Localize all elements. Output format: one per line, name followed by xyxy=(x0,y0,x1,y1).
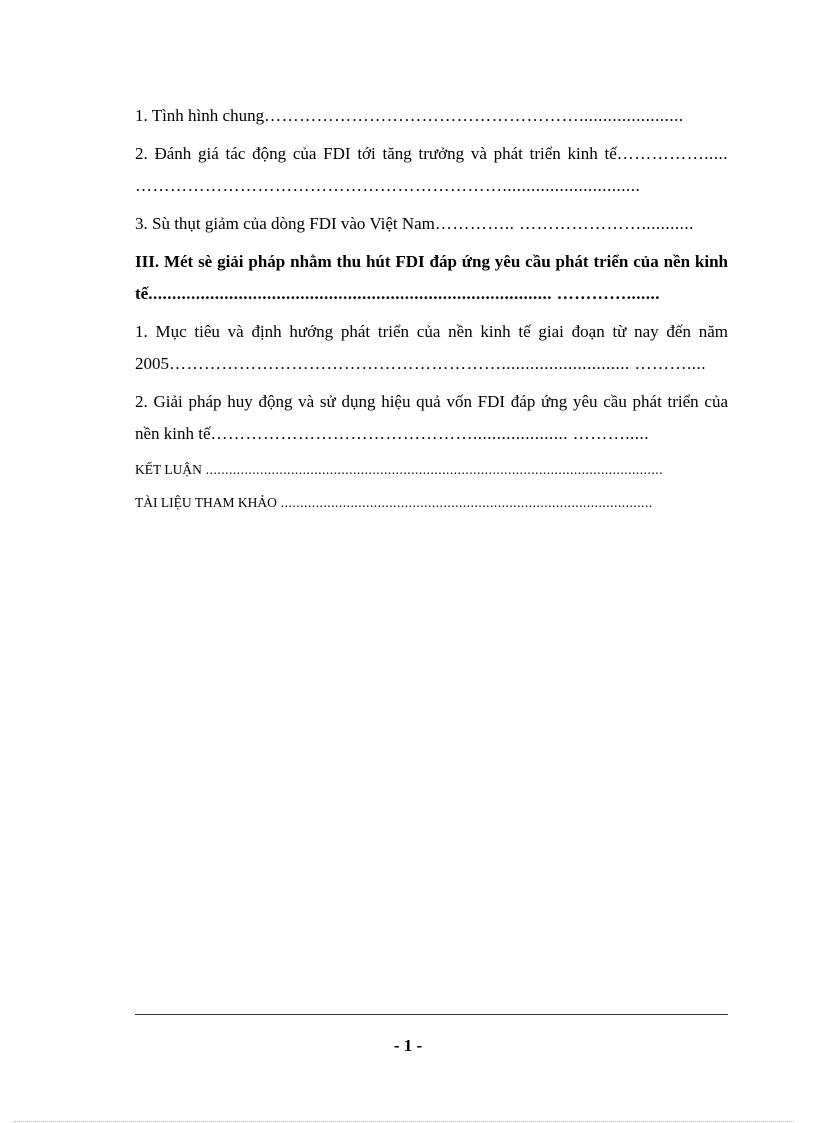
toc-entry-general-situation[interactable] xyxy=(135,100,728,132)
toc-section-iii-solutions[interactable] xyxy=(135,246,728,310)
toc-entry-label: 2. Đánh giá tác động của FDI tới tăng trưởng và phát triển kinh tế xyxy=(135,144,617,163)
toc-entry-label: 2. Giải pháp huy động và sử dụng hiệu quả vốn FDI đáp ứng yêu cầu phát triển của nền kinh tế xyxy=(135,392,728,443)
toc-leader-dots: ……………………………………….................... ………..... xyxy=(210,424,650,443)
page-boundary-dotted-line xyxy=(14,1121,794,1122)
toc-leader-dots: ...................................................................................................................... xyxy=(201,462,663,477)
toc-entry-mobilization-solutions[interactable] xyxy=(135,386,728,450)
toc-leader-dots: ………….. …………………........... xyxy=(434,214,694,233)
toc-entry-fdi-impact-assessment[interactable] xyxy=(135,138,728,202)
toc-entry-label: 1. Mục tiêu và định hướng phát triển của nền kinh tế giai đoạn từ nay đến năm 2005 xyxy=(135,322,728,373)
toc-leader-dots: ................................................................................................ xyxy=(276,495,653,510)
toc-entry-label: KẾT LUẬN xyxy=(135,462,202,477)
toc-entry-goals-and-orientation[interactable] xyxy=(135,316,728,380)
toc-entry-label: 3. Sù thụt giảm của dòng FDI vào Việt Nam xyxy=(135,214,435,233)
toc-entry-fdi-decline[interactable] xyxy=(135,208,728,240)
toc-entry-conclusion[interactable] xyxy=(135,456,728,484)
toc-entry-label: TÀI LIỆU THAM KHẢO xyxy=(135,495,277,510)
toc-entry-label: 1. Tình hình chung xyxy=(135,106,265,125)
toc-entry-references[interactable] xyxy=(135,489,728,517)
toc-leader-dots: …………………………………………………........................... ……….... xyxy=(169,354,706,373)
table-of-contents xyxy=(135,100,728,522)
toc-leader-dots: ..................................................................................... …………....... xyxy=(148,284,660,303)
toc-leader-dots: ……………..... ………………………………………………………............................. xyxy=(135,144,728,195)
toc-entry-label: III. Mét sè giải pháp nhằm thu hút FDI đáp ứng yêu cầu phát triển của nền kinh tế xyxy=(135,252,728,303)
page-number: - 1 - xyxy=(393,1036,423,1055)
toc-leader-dots: ………………………………………………...................... xyxy=(264,106,684,125)
footer-divider xyxy=(135,1014,728,1015)
